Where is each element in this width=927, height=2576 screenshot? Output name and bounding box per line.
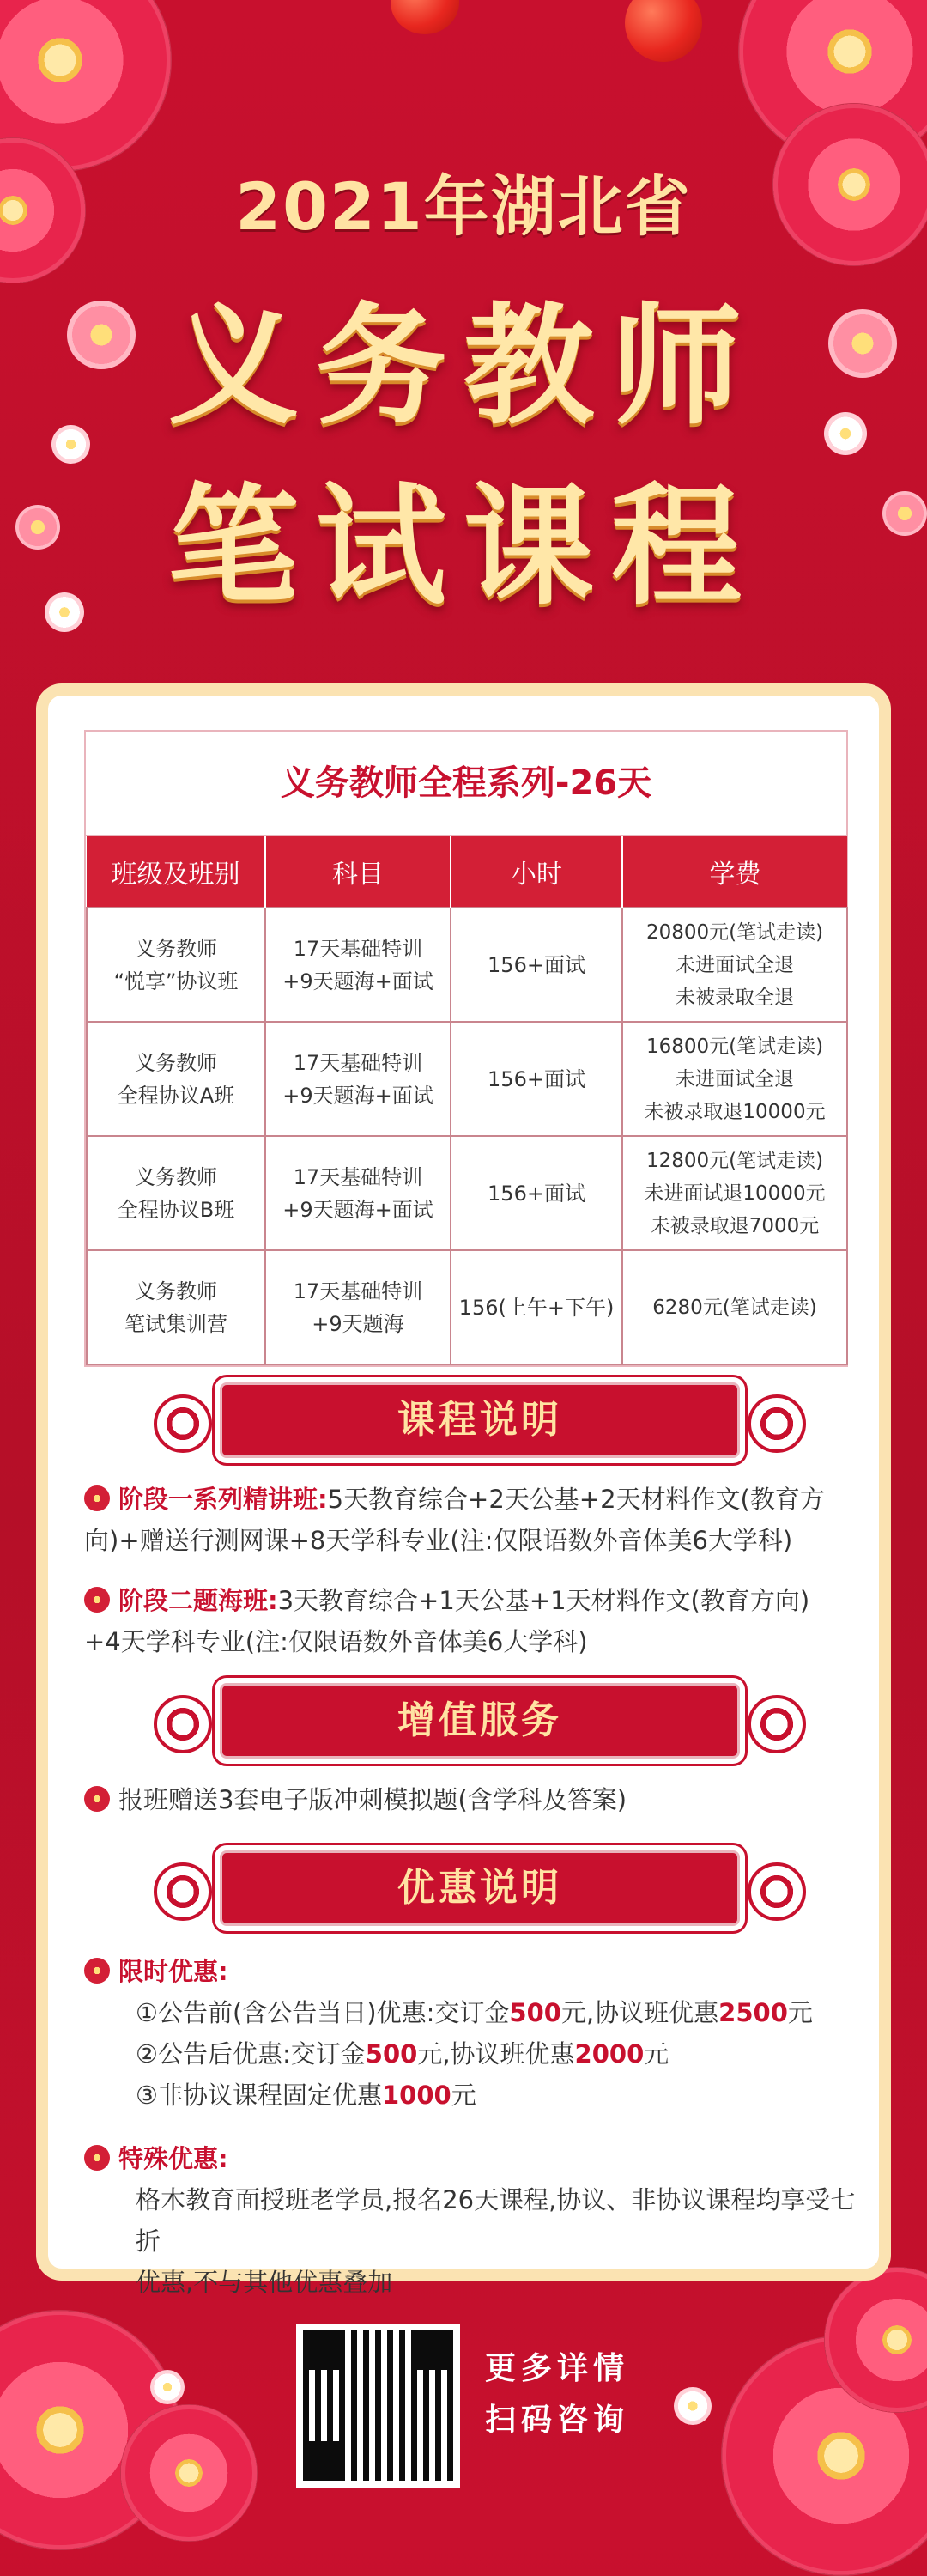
- table-row: [87, 1022, 847, 1136]
- ornament-icon: [748, 1695, 806, 1753]
- flower-bullet-icon: [84, 2145, 110, 2171]
- column-header: 班级及班别: [87, 836, 265, 908]
- course-table: [86, 836, 848, 1365]
- cell-hours: 156+面试: [451, 1136, 622, 1250]
- cell-class: 义务教师 全程协议A班: [87, 1022, 265, 1136]
- item-head: 限时优惠:: [118, 1957, 228, 1986]
- cell-fee: 16800元(笔试走读) 未进面试全退 未被录取退10000元: [622, 1022, 847, 1136]
- cell-subject: 17天基础特训 +9天题海: [265, 1250, 451, 1364]
- course-desc-banner: [220, 1382, 740, 1458]
- flower-bullet-icon: [84, 1786, 110, 1812]
- hero-year-title: 2021年湖北省: [235, 168, 692, 245]
- discount-banner: [220, 1850, 740, 1926]
- ornament-icon: [748, 1862, 806, 1921]
- limited-line-3: ③非协议课程固定优惠1000元: [136, 2081, 476, 2110]
- cell-subject: 17天基础特训 +9天题海+面试: [265, 1022, 451, 1136]
- special-discount: [84, 2138, 857, 2303]
- ornament-icon: [154, 1695, 212, 1753]
- section-title: 课程说明: [397, 1398, 562, 1442]
- qr-code[interactable]: [296, 2324, 460, 2488]
- ornament-icon: [154, 1862, 212, 1921]
- ornament-icon: [748, 1394, 806, 1453]
- column-header: 科目: [265, 836, 451, 908]
- hero-title-line2: 笔试课程: [168, 471, 759, 623]
- lantern-decoration: [391, 0, 459, 34]
- footer-line-2: 扫码咨询: [485, 2403, 630, 2438]
- cell-class: 义务教师 “悦享”协议班: [87, 908, 265, 1022]
- lantern-decoration: [625, 0, 702, 62]
- column-header: 小时: [451, 836, 622, 908]
- flower-bullet-icon: [84, 1958, 110, 1984]
- section-title: 优惠说明: [397, 1866, 562, 1910]
- flower-bullet-icon: [84, 1485, 110, 1511]
- cell-class: 义务教师 笔试集训营: [87, 1250, 265, 1364]
- table-row: [87, 1250, 847, 1364]
- item-head: 阶段二题海班:: [118, 1586, 278, 1615]
- flower-decoration: [120, 2404, 258, 2542]
- special-line-2: 优惠,不与其他优惠叠加: [136, 2268, 393, 2297]
- value-service-item: 报班赠送3套电子版冲刺模拟题(含学科及答案): [84, 1779, 857, 1820]
- flower-bullet-icon: [84, 1587, 110, 1613]
- table-row: [87, 908, 847, 1022]
- section-title: 增值服务: [397, 1698, 562, 1742]
- course-table-box: [84, 730, 848, 1367]
- course-desc-item-1: 阶段一系列精讲班:5天教育综合+2天公基+2天材料作文(教育方 向)+赠送行测网课+8天学科专业(注:仅限语数外音体美6大学科): [84, 1485, 825, 1555]
- hero-title-line1: 义务教师: [168, 290, 759, 442]
- item-head: 特殊优惠:: [118, 2144, 228, 2173]
- table-header-row: [87, 836, 847, 908]
- ornament-icon: [154, 1394, 212, 1453]
- table-title: 义务教师全程系列-26天: [86, 732, 846, 836]
- cell-fee: 6280元(笔试走读): [622, 1250, 847, 1364]
- column-header: 学费: [622, 836, 847, 908]
- item-head: 阶段一系列精讲班:: [118, 1485, 328, 1514]
- limited-line-1: ①公告前(含公告当日)优惠:交订金500元,协议班优惠2500元: [136, 1998, 813, 2027]
- cell-hours: 156(上午+下午): [451, 1250, 622, 1364]
- cell-fee: 20800元(笔试走读) 未进面试全退 未被录取全退: [622, 908, 847, 1022]
- special-line-1: 格木教育面授班老学员,报名26天课程,协议、非协议课程均享受七折: [136, 2185, 856, 2256]
- cell-hours: 156+面试: [451, 1022, 622, 1136]
- table-row: [87, 1136, 847, 1250]
- limited-line-2: ②公告后优惠:交订金500元,协议班优惠2000元: [136, 2039, 670, 2069]
- content-card: [36, 683, 891, 2297]
- qr-code-icon: [303, 2330, 453, 2481]
- cell-subject: 17天基础特训 +9天题海+面试: [265, 1136, 451, 1250]
- course-desc-item-2: 阶段二题海班:3天教育综合+1天公基+1天材料作文(教育方向) +4天学科专业(注:仅限语数外音体美6大学科): [84, 1586, 810, 1656]
- limited-discount: [84, 1951, 857, 2116]
- cell-fee: 12800元(笔试走读) 未进面试退10000元 未被录取退7000元: [622, 1136, 847, 1250]
- value-service-banner: [220, 1683, 740, 1759]
- flower-decoration: [674, 2387, 712, 2425]
- cell-class: 义务教师 全程协议B班: [87, 1136, 265, 1250]
- cell-hours: 156+面试: [451, 908, 622, 1022]
- flower-decoration: [150, 2370, 185, 2404]
- footer-line-1: 更多详情: [485, 2351, 630, 2386]
- cell-subject: 17天基础特训 +9天题海+面试: [265, 908, 451, 1022]
